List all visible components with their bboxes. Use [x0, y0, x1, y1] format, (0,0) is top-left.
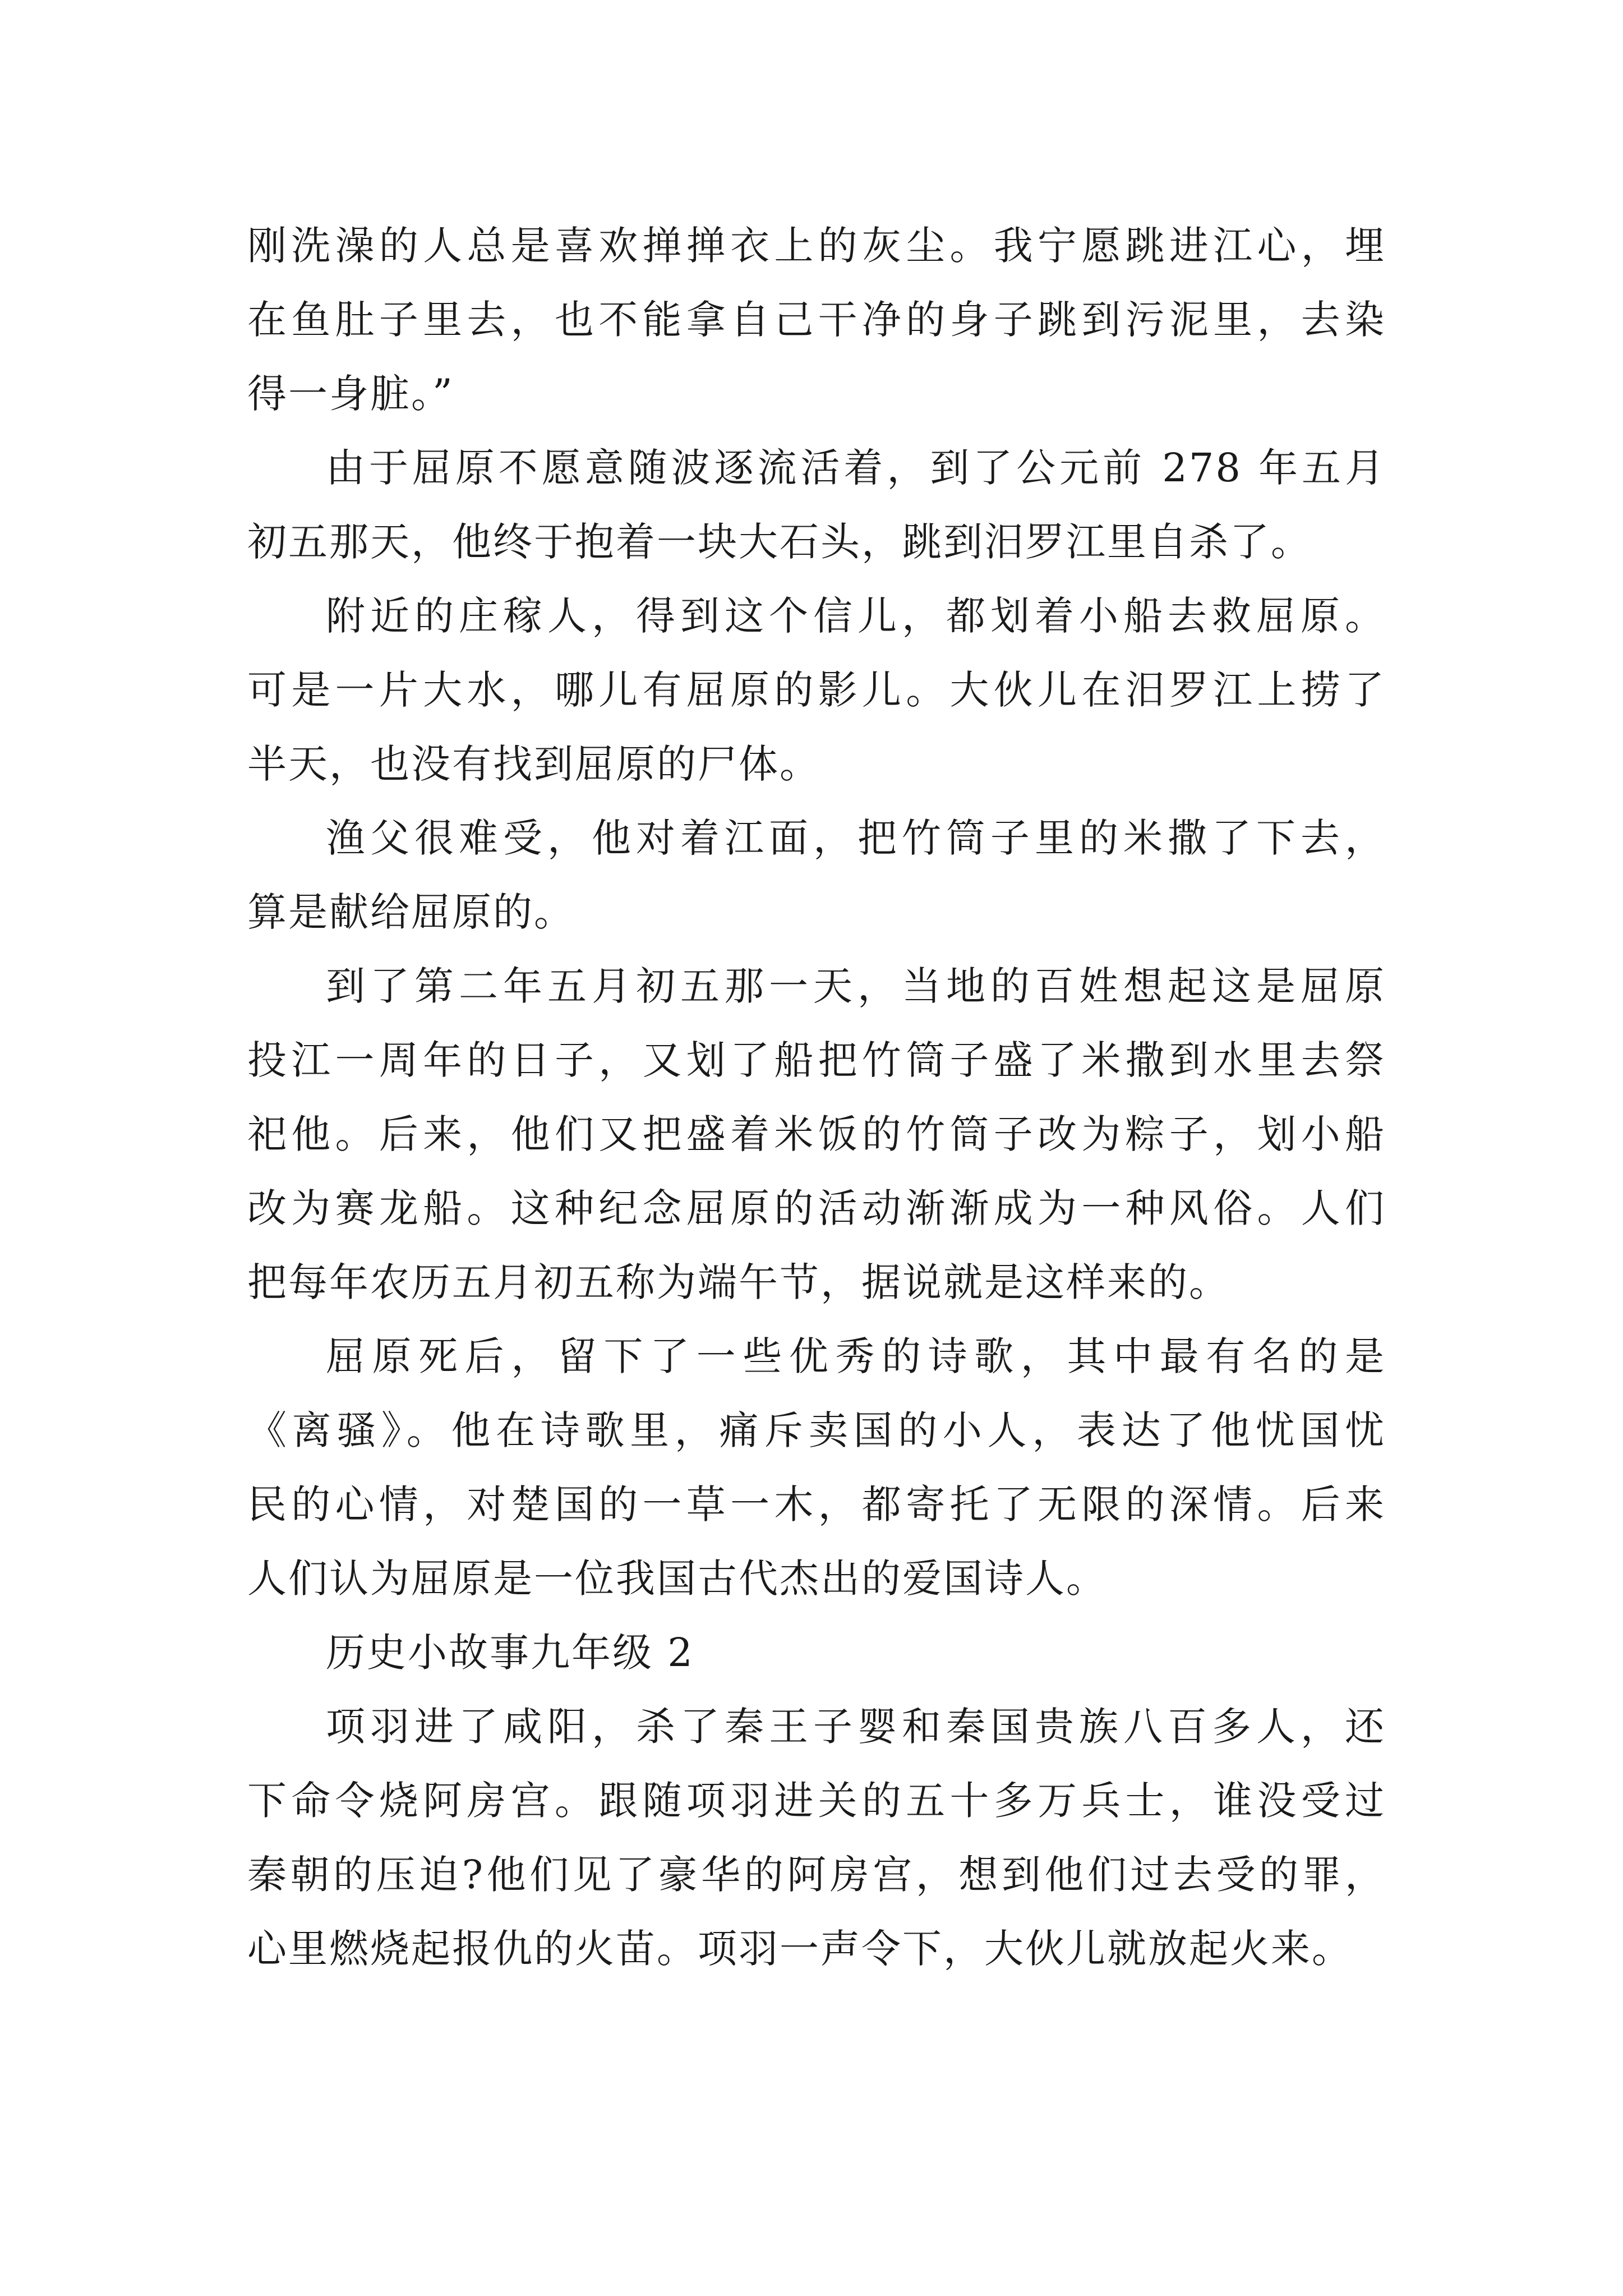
text-line: 改为赛龙船。这种纪念屈原的活动渐渐成为一种风俗。人们 — [247, 1185, 1386, 1231]
text-line: 到了第二年五月初五那一天，当地的百姓想起这是屈原 — [326, 963, 1386, 1009]
text-line: 得一身脏。” — [247, 371, 454, 417]
text-line: 心里燃烧起报仇的火苗。项羽一声令下，大伙儿就放起火来。 — [247, 1926, 1353, 1972]
text-line: 由于屈原不愿意随波逐流活着，到了公元前 278 年五月 — [326, 445, 1386, 491]
text-line: 半天，也没有找到屈原的尸体。 — [247, 741, 820, 787]
text-line: 可是一片大水，哪儿有屈原的影儿。大伙儿在汨罗江上捞了 — [247, 667, 1386, 713]
text-line: 秦朝的压迫?他们见了豪华的阿房宫，想到他们过去受的罪， — [247, 1852, 1386, 1898]
text-line: 《离骚》。他在诗歌里，痛斥卖国的小人，表达了他忧国忧 — [247, 1407, 1386, 1453]
text-line: 初五那天，他终于抱着一块大石头，跳到汨罗江里自杀了。 — [247, 519, 1312, 565]
text-line: 渔父很难受，他对着江面，把竹筒子里的米撒了下去， — [326, 815, 1386, 861]
text-line: 人们认为屈原是一位我国古代杰出的爱国诗人。 — [247, 1556, 1107, 1602]
document-body — [247, 209, 1386, 1986]
text-line: 祀他。后来，他们又把盛着米饭的竹筒子改为粽子，划小船 — [247, 1111, 1386, 1157]
text-line: 投江一周年的日子，又划了船把竹筒子盛了米撒到水里去祭 — [247, 1037, 1386, 1083]
text-line: 附近的庄稼人，得到这个信儿，都划着小船去救屈原。 — [326, 593, 1386, 639]
text-line: 项羽进了咸阳，杀了秦王子婴和秦国贵族八百多人，还 — [326, 1704, 1386, 1750]
text-line: 在鱼肚子里去，也不能拿自己干净的身子跳到污泥里，去染 — [247, 297, 1386, 343]
text-line: 算是献给屈原的。 — [247, 889, 575, 935]
text-line: 下命令烧阿房宫。跟随项羽进关的五十多万兵士，谁没受过 — [247, 1778, 1386, 1824]
text-line: 屈原死后，留下了一些优秀的诗歌，其中最有名的是 — [326, 1333, 1386, 1379]
text-line: 把每年农历五月初五称为端午节，据说就是这样来的。 — [247, 1259, 1230, 1305]
text-line: 历史小故事九年级 2 — [326, 1630, 694, 1676]
text-line: 刚洗澡的人总是喜欢掸掸衣上的灰尘。我宁愿跳进江心，埋 — [247, 223, 1386, 269]
text-line: 民的心情，对楚国的一草一木，都寄托了无限的深情。后来 — [247, 1481, 1386, 1527]
